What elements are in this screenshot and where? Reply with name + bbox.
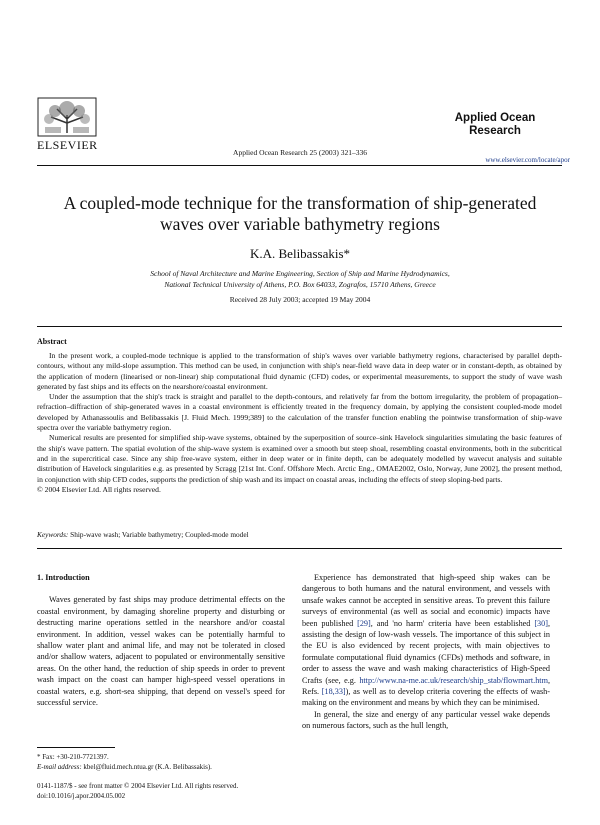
abstract-bottom-rule [37, 548, 562, 549]
publisher-name: ELSEVIER [37, 138, 98, 152]
intro-paragraph-right: Experience has demonstrated that high-speed ship wakes can be dangerous to both humans and the natural environment, and vessels with unsafe wakes cannot be accepted in sensitive areas. To prevent this failure surveys of environmental (as well as social and economic) impacts have been published [29], and 'no harm' criteria have been established [30], assisting the design of low-wash vessels. The importance of this subject in the EU is also evidenced by recent projects, with main objectives to formulate computational fluid dynamics (CFDs) methods and software, in order to assess the wave and wash making characteristics of High-Speed Crafts (see, e.g. http://www.na-me.ac.uk/research/ship_stab/flowmart.htm, Refs. [18,33]), as well as to develop criteria covering the effects of wash-making on the environment and means by which they can be minimised. [302, 573, 550, 708]
issn-line: 0141-1187/$ - see front matter © 2004 Elsevier Ltd. All rights reserved. [37, 782, 239, 790]
abstract-paragraph: In the present work, a coupled-mode technique is applied to the transformation of ship's waves over variable bathymetry regions, characterised by parallel depth-contours, without any mild-slope assumption. This method can be used, in conjunction with ship's near-field wave data in deep water or in constant-depth, as obtained by the application of modern (linearised or non-linear) ship computational fluid dynamic (CFD) codes, or experimental measurements, to support the study of wave wash generated by fast ships and its effects on the nearshore/coastal environment. [37, 351, 562, 391]
flowmart-url-link[interactable]: http://www.na-me.ac.uk/research/ship_stab/flowmart.htm [359, 675, 548, 685]
keywords-label: Keywords: [37, 530, 69, 539]
article-title: A coupled-mode technique for the transformation of ship-generated waves over variable bathymetry regions [63, 193, 537, 234]
footnote [37, 753, 297, 772]
abstract-heading: Abstract [37, 337, 67, 346]
footnote-fax: * Fax: +30-210-7721397. [37, 753, 109, 761]
abstract-paragraph: Under the assumption that the ship's track is straight and parallel to the depth-contours, and relatively far from the bottom irregularity, the problem of propagation–refraction–diffraction of ship-generated waves in a coastal environment is efficiently treated in the frequency domain, by applying the consistent coupled-mode model developed by Athanassoulis and Belibassakis [J. Fluid Mech. 1999;389] to the calculation of the transfer function enabling the pointwise transformation of ship-wave spectra over the variable bathymetry region. [37, 392, 562, 433]
header-rule [37, 165, 562, 166]
citation-link[interactable]: [30] [534, 618, 548, 628]
section-heading-introduction: 1. Introduction [37, 573, 90, 582]
abstract-top-rule [37, 326, 562, 327]
citation-link[interactable]: [29] [357, 618, 371, 628]
abstract-paragraph: Numerical results are presented for simplified ship-wave systems, obtained by the superposition of source–sink Havelock singularities simulating the basic features of the ship's wave pattern. The spatial evolution of the ship-wave system is examined over a smooth but steep shoal, resembling coastal environments, both in the subcritical and in the supercritical case. Since any ship free-wave system, either in deep water or in finite depth, can be adequately modelled by wavecut analysis and suitable distribution of Havelock singularities e.g. as presented by Scragg [21st Int. Conf. Offshore Mech. Arctic Eng., OMAE2002, Oslo, Norway, June 2002], the present method, in conjunction with ship CFD codes, supports the prediction of ship wash and its impact on coastal areas, including the effects of steep sloping-bed parts. [37, 433, 562, 484]
journal-reference: Applied Ocean Research 25 (2003) 321–336 [233, 148, 367, 157]
author-name: K.A. Belibassakis* [249, 246, 351, 261]
abstract-body [37, 351, 562, 495]
citation-link[interactable]: [18,33] [321, 687, 346, 697]
footnote-email: E-mail address: kbel@fluid.mech.ntua.gr (K.A. Belibassakis). [37, 762, 212, 771]
keywords [37, 530, 249, 539]
journal-name [440, 112, 550, 138]
intro-paragraph: Waves generated by fast ships may produce detrimental effects on the coastal environment, by damaging shoreline property and disturbing or destructing marine operations settled in the nearshore and/or coastal environment. In addition, vessel wakes can be potentially harmful to shallow water plant and animal life, and may not be tolerated in closed and/or shallow waters, adjacent to populated or environmentally sensitive areas. On the other hand, the reduction of ship speeds in order to prevent wash impact on the coast can hamper high-speed vessel operations in coastal waters, e.g. short-sea shipping, that depend on vessel's speed for successful service. [37, 595, 285, 708]
journal-name-line2: Research [469, 125, 521, 137]
right-column [302, 572, 550, 732]
intro-paragraph: In general, the size and energy of any particular vessel wake depends on numerous factors, such as the hull length, [302, 709, 550, 731]
elsevier-tree-logo [37, 97, 97, 137]
affiliation [60, 268, 540, 290]
keywords-list: Ship-wave wash; Variable bathymetry; Coupled-mode model [68, 530, 249, 539]
footnote-rule [37, 747, 115, 748]
article-identifiers [37, 782, 337, 801]
affiliation-line2: National Technical University of Athens, P.O. Box 64033, Zografos, 15710 Athens, Greece [164, 280, 436, 289]
copyright-line: © 2004 Elsevier Ltd. All rights reserved. [37, 484, 161, 494]
received-dates: Received 28 July 2003; accepted 19 May 2004 [229, 295, 371, 304]
journal-url-link[interactable]: www.elsevier.com/locate/apor [485, 156, 570, 164]
affiliation-line1: School of Naval Architecture and Marine Engineering, Section of Ship and Marine Hydrodynamics, [150, 269, 450, 278]
left-column [37, 572, 285, 708]
doi-line: doi:10.1016/j.apor.2004.05.002 [37, 791, 126, 800]
journal-name-line1: Applied Ocean [454, 112, 536, 124]
